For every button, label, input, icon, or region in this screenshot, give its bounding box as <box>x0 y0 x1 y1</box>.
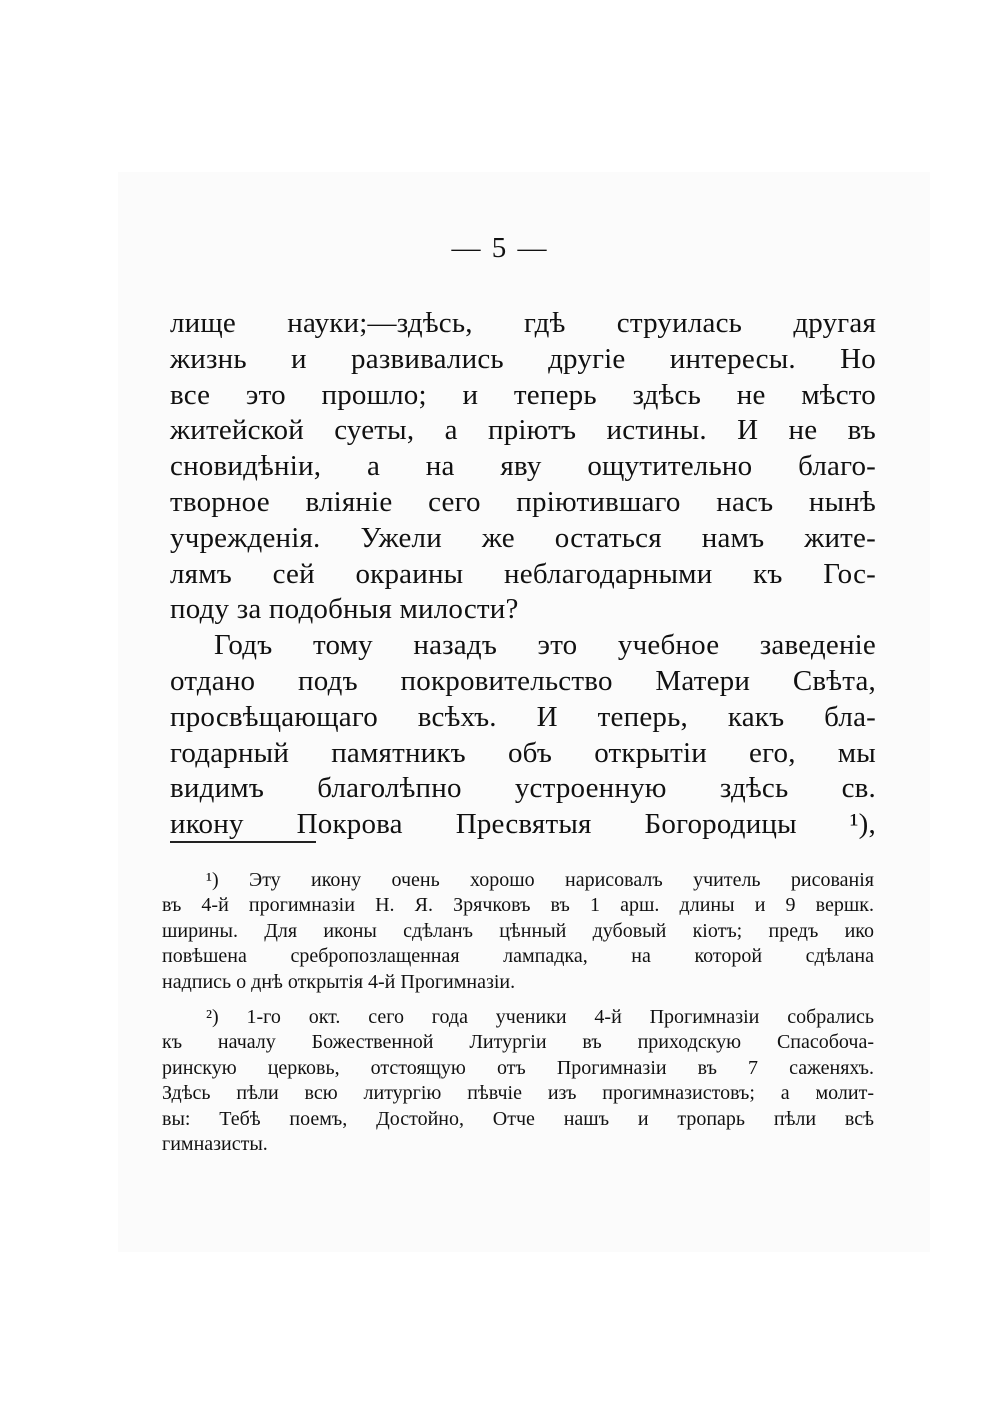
body-line: отдано подъ покровительство Матери Свѣта, <box>170 664 876 697</box>
footnote-line: повѣшена сребропозлащенная лампадка, на которой сдѣлана <box>162 945 874 968</box>
footnote-line: ринскую церковь, отстоящую отъ Прогимназіи въ 7 саженяхъ. <box>162 1056 874 1079</box>
body-line: житейской суеты, а пріютъ истины. И не въ <box>170 414 876 447</box>
body-line: лямъ сей окраины неблагодарными къ Гос- <box>170 557 876 590</box>
footnotes <box>162 868 874 1157</box>
body-line: годарный памятникъ объ открытіи его, мы <box>170 736 876 769</box>
body-line: просвѣщающаго всѣхъ. И теперь, какъ бла- <box>170 700 876 733</box>
body-line: жизнь и развивались другіе интересы. Но <box>170 342 876 375</box>
footnote-line: гимназисты. <box>162 1132 268 1155</box>
page-number: — 5 — <box>451 232 549 264</box>
body-line: лище науки;—здѣсь, гдѣ струилась другая <box>170 307 876 339</box>
footnote-line: Здѣсь пѣли всю литургію пѣвчіе изъ прогимназистовъ; а молит- <box>162 1082 874 1105</box>
footnote-2 <box>162 1005 874 1157</box>
body-line: все это прошло; и теперь здѣсь не мѣсто <box>170 378 876 411</box>
footnote-line: ¹) Эту икону очень хорошо нарисовалъ учитель рисованія <box>206 869 874 891</box>
body-line: творное вліяніе сего пріютившаго насъ нынѣ <box>170 485 876 518</box>
footnote-line: въ 4-й прогимназіи Н. Я. Зрячковъ въ 1 арш. длины и 9 вершк. <box>162 894 874 917</box>
body-text <box>170 306 876 843</box>
footnote-line: надпись о днѣ открытія 4-й Прогимназіи. <box>162 970 516 993</box>
body-line: поду за подобныя милости? <box>170 593 519 626</box>
body-line: икону Покрова Пресвятыя Богородицы ¹), <box>170 808 876 841</box>
body-line: сновидѣніи, а на яву ощутительно благо- <box>170 450 876 483</box>
footnote-1 <box>162 868 874 995</box>
footnote-line: ²) 1-го окт. сего года ученики 4-й Прогимназіи собрались <box>206 1005 874 1028</box>
footnote-line: ширины. Для иконы сдѣланъ цѣнный дубовый кіотъ; предъ ико <box>162 919 874 942</box>
body-line: видимъ благолѣпно устроенную здѣсь св. <box>170 772 876 805</box>
body-line: учрежденія. Ужели же остаться намъ жите- <box>170 521 876 554</box>
footnote-divider <box>170 841 316 843</box>
footnote-line: къ началу Божественной Литургіи въ приходскую Спасобоча- <box>162 1031 874 1054</box>
footnote-line: вы: Тебѣ поемъ, Достойно, Отче нашъ и тропарь пѣли всѣ <box>162 1107 874 1130</box>
body-line: Годъ тому назадъ это учебное заведеніе <box>214 629 876 662</box>
